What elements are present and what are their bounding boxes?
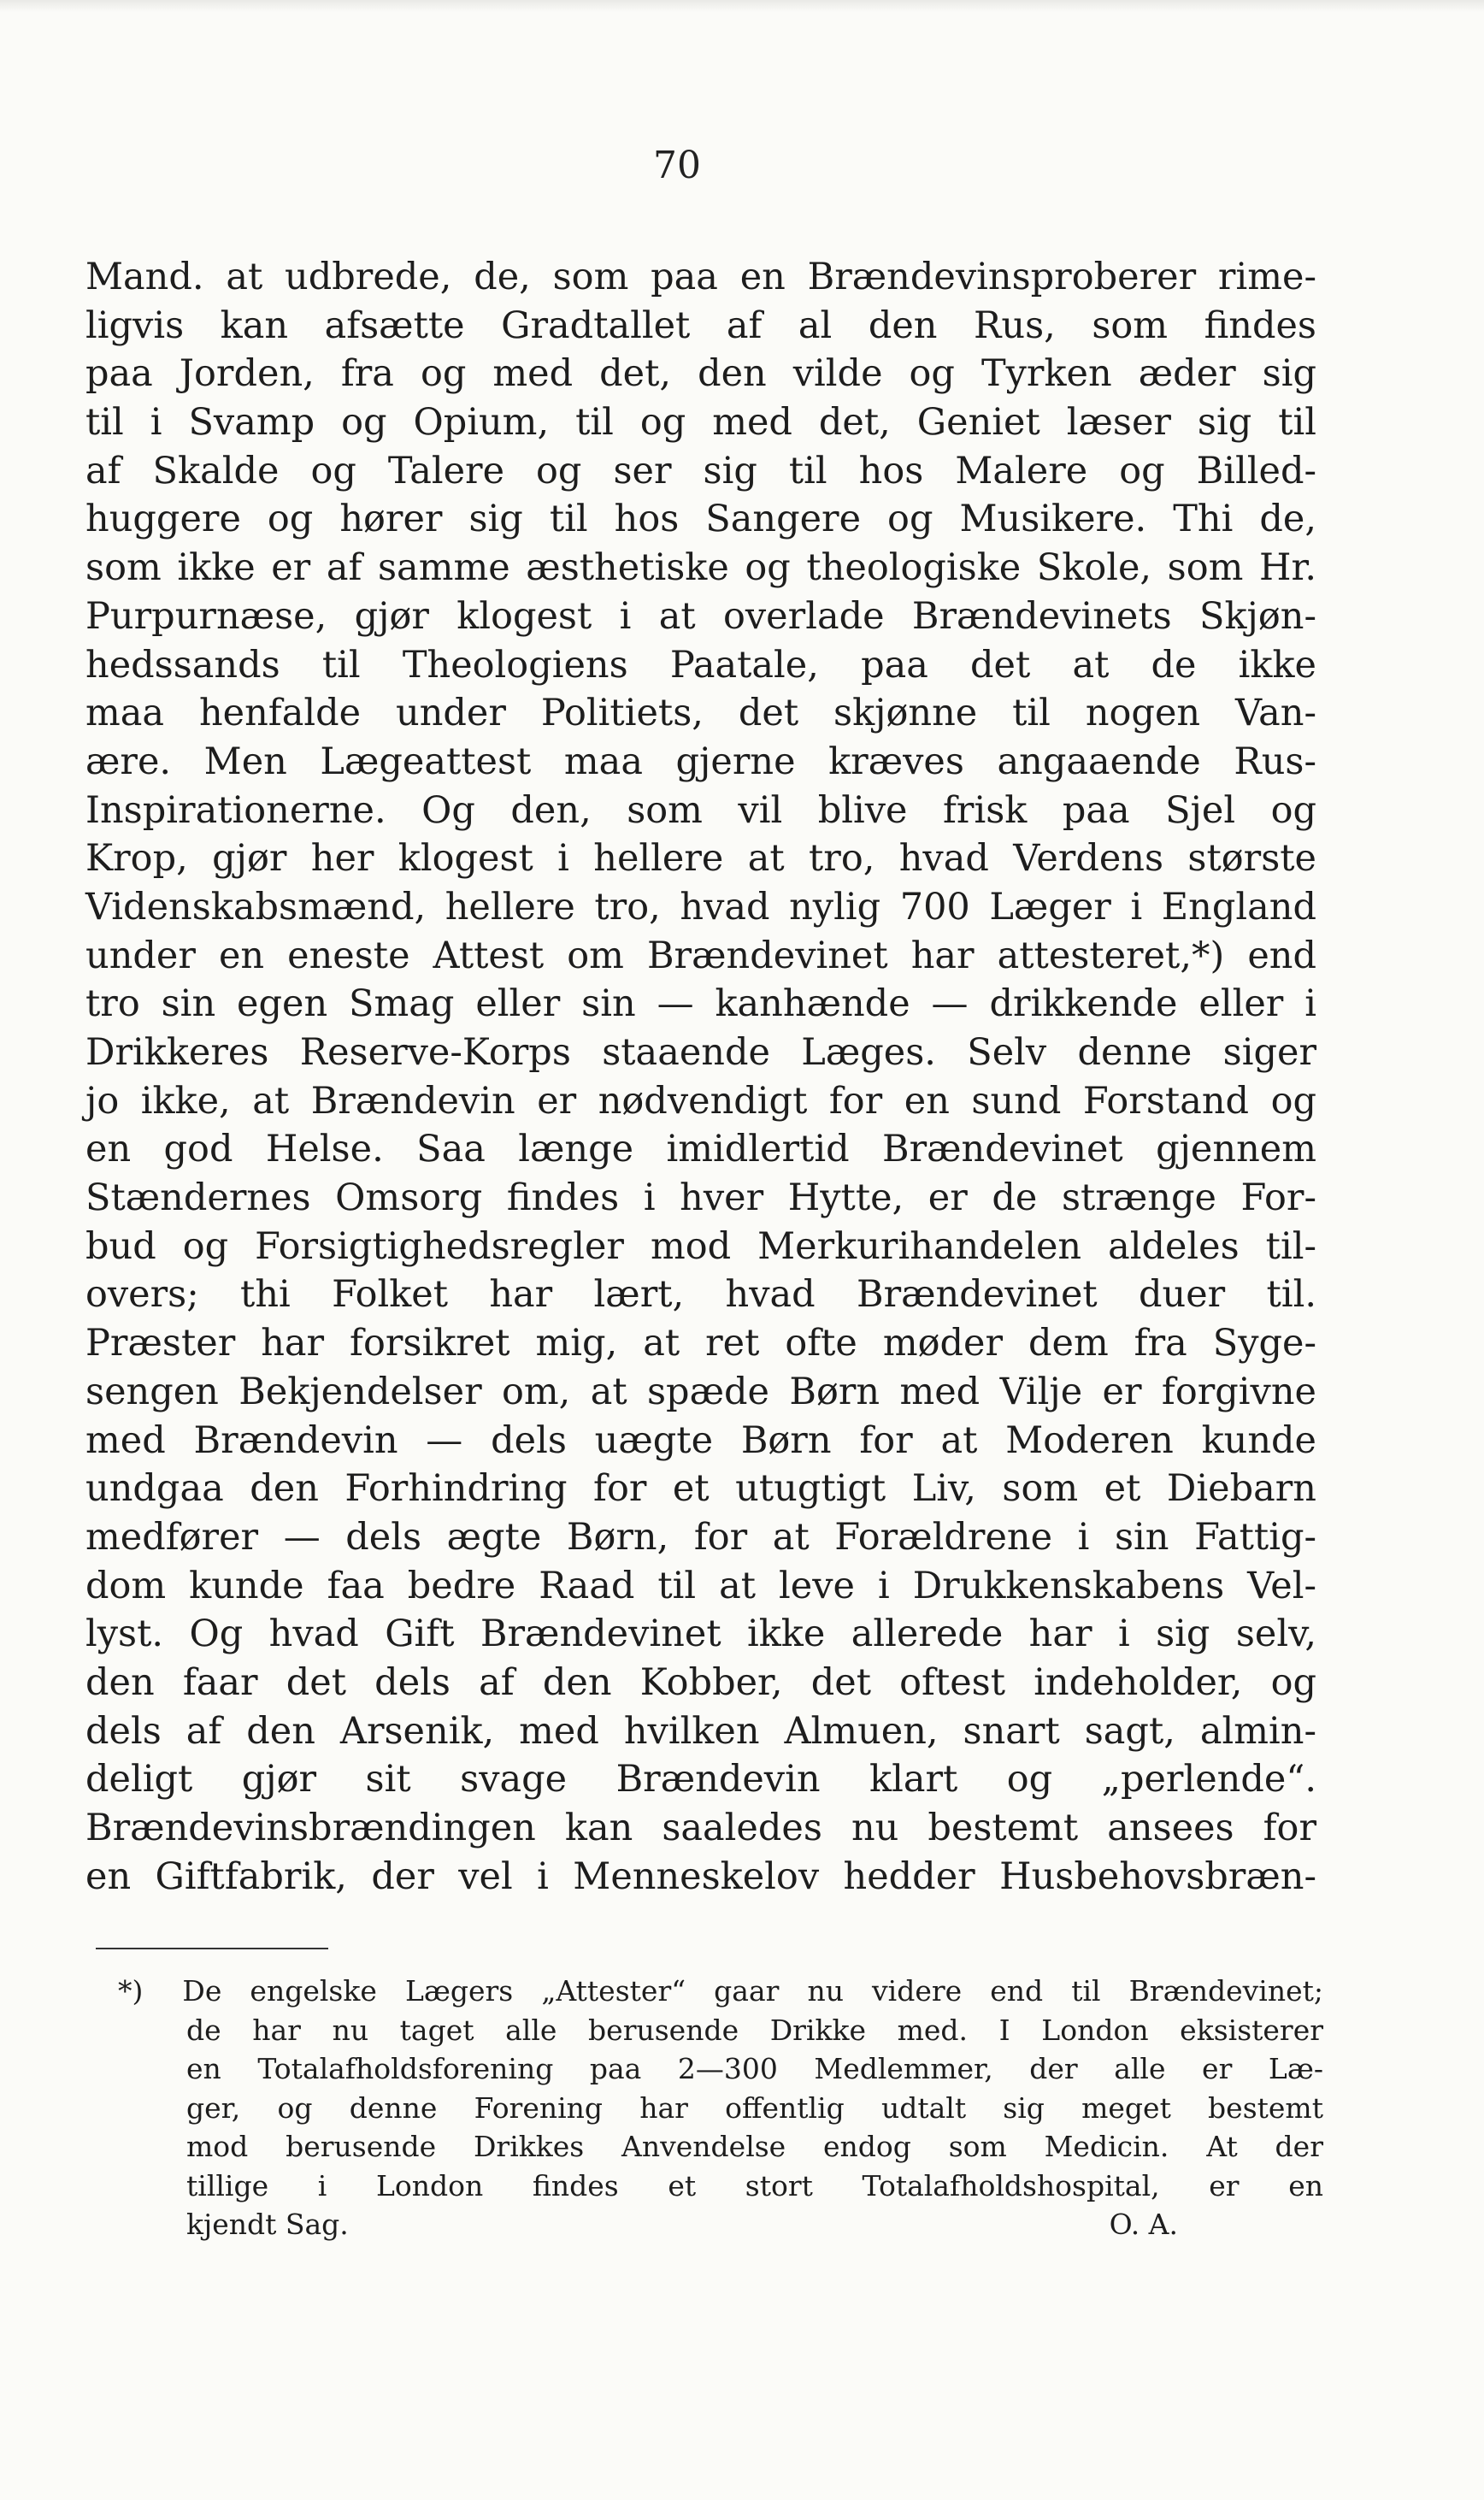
body-line: jo ikke, at Brændevin er nødvendigt for en sund Forstand og	[85, 1079, 1316, 1123]
footnote-marker: *)	[118, 1974, 144, 2008]
body-line: en Giftfabrik, der vel i Menneskelov hedder Husbehovsbræn-	[85, 1854, 1316, 1898]
footnote-line: en Totalafholdsforening paa 2—300 Medlemmer, der alle er Læ-	[186, 2052, 1323, 2085]
body-line: Mand. at udbrede, de, som paa en Brændevinsproberer rime-	[85, 256, 1316, 298]
body-line: den faar det dels af den Kobber, det oftest indeholder, og	[85, 1660, 1316, 1704]
footnote-line: tillige i London findes et stort Totalafholdshospital, er en	[186, 2168, 1323, 2202]
footnote-line: kjendt Sag.	[186, 2208, 349, 2241]
body-line: paa Jorden, fra og med det, den vilde og Tyrken æder sig	[85, 352, 1316, 396]
body-line: sengen Bekjendelser om, at spæde Børn med Vilje er forgivne	[85, 1370, 1316, 1413]
page-top-edge	[0, 0, 1484, 12]
body-line: Purpurnæse, gjør klogest i at overlade Brændevinets Skjøn-	[85, 594, 1316, 638]
footnote-line: ger, og denne Forening har offentlig udtalt sig meget bestemt	[186, 2090, 1323, 2125]
body-line: huggere og hører sig til hos Sangere og Musikere. Thi de,	[85, 498, 1316, 541]
body-line: dels af den Arsenik, med hvilken Almuen, snart sagt, almin-	[85, 1709, 1316, 1753]
body-line: lyst. Og hvad Gift Brændevinet ikke allerede har i sig selv,	[85, 1613, 1316, 1656]
body-line: Brændevinsbrændingen kan saaledes nu bestemt ansees for	[85, 1807, 1316, 1849]
body-text	[85, 253, 1316, 1901]
body-line: Videnskabsmænd, hellere tro, hvad nylig 700 Læger i England	[85, 885, 1316, 929]
body-line: Stændernes Omsorg findes i hver Hytte, er de strænge For-	[85, 1176, 1316, 1220]
footnote-line: de har nu taget alle berusende Drikke med. I London eksisterer	[186, 2013, 1323, 2047]
body-line: tro sin egen Smag eller sin — kanhænde — drikkende eller i	[85, 982, 1316, 1026]
body-line: under en eneste Attest om Brændevinet har attesteret,*) end	[85, 934, 1316, 977]
footnote-divider	[96, 1948, 328, 1949]
footnote-line: mod berusende Drikkes Anvendelse endog som Medicin. At der	[186, 2130, 1323, 2163]
body-line: Drikkeres Reserve-Korps staaende Læges. Selv denne siger	[85, 1031, 1316, 1074]
body-line: maa henfalde under Politiets, det skjønne til nogen Van-	[85, 692, 1316, 735]
body-line: bud og Forsigtighedsregler mod Merkurihandelen aldeles til-	[85, 1224, 1316, 1268]
footnote-signature: O. A.	[1109, 2208, 1178, 2241]
body-line: ligvis kan afsætte Gradtallet af al den Rus, som findes	[85, 304, 1316, 347]
body-line: hedssands til Theologiens Paatale, paa det at de ikke	[85, 643, 1316, 687]
body-line: Inspirationerne. Og den, som vil blive frisk paa Sjel og	[85, 788, 1316, 832]
body-line: til i Svamp og Opium, til og med det, Geniet læser sig til	[85, 401, 1316, 445]
body-line: Krop, gjør her klogest i hellere at tro, hvad Verdens største	[85, 837, 1316, 881]
body-line: deligt gjør sit svage Brændevin klart og „perlende“.	[85, 1758, 1316, 1801]
footnote	[118, 1972, 1323, 2244]
body-line: overs; thi Folket har lært, hvad Brændevinet duer til.	[85, 1273, 1316, 1317]
body-line: med Brændevin — dels uægte Børn for at Moderen kunde	[85, 1418, 1316, 1462]
body-line: medfører — dels ægte Børn, for at Forældrene i sin Fattig-	[85, 1515, 1316, 1559]
body-line: ære. Men Lægeattest maa gjerne kræves angaaende Rus-	[85, 740, 1316, 783]
footnote-first-line	[118, 1972, 1323, 2011]
body-line: som ikke er af samme æsthetiske og theologiske Skole, som Hr.	[85, 546, 1316, 590]
body-line: en god Helse. Saa længe imidlertid Brændevinet gjennem	[85, 1128, 1316, 1171]
page-number: 70	[653, 144, 701, 187]
footnote-line: De engelske Lægers „Attester“ gaar nu videre end til Brændevinet;	[182, 1974, 1323, 2008]
body-line: undgaa den Forhindring for et utugtigt Liv, som et Diebarn	[85, 1467, 1316, 1511]
body-line: Præster har forsikret mig, at ret ofte møder dem fra Syge-	[85, 1322, 1316, 1365]
body-line: af Skalde og Talere og ser sig til hos Malere og Billed-	[85, 449, 1316, 492]
footnote-last-row	[118, 2205, 1323, 2244]
body-line: dom kunde faa bedre Raad til at leve i Drukkenskabens Vel-	[85, 1564, 1316, 1607]
